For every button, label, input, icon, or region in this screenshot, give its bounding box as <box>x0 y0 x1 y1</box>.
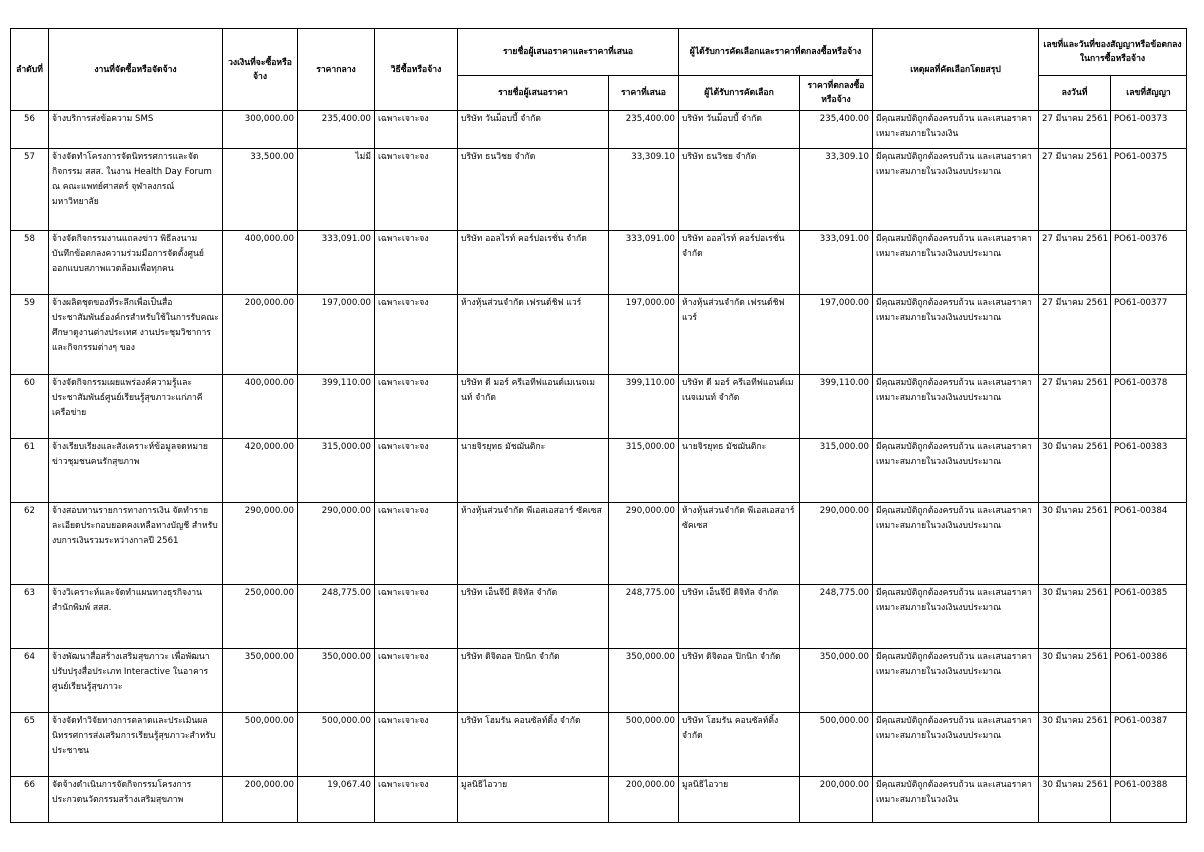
cell-agreed: 399,110.00 <box>800 375 873 439</box>
cell-winner: บริษัท ธนวิชย จำกัด <box>679 149 800 231</box>
col-header-budget: วงเงินที่จะซื้อหรือจ้าง <box>223 29 298 111</box>
col-group-contract: เลขที่และวันที่ของสัญญาหรือข้อตกลงในการซื้อหรือจ้าง <box>1039 29 1187 76</box>
procurement-table <box>10 28 1187 823</box>
cell-contract: PO61-00383 <box>1111 439 1187 503</box>
cell-median: 235,400.00 <box>298 111 375 149</box>
cell-item: จ้างจัดกิจกรรมงานแถลงข่าว พิธีลงนามบันทึกข้อตกลงความร่วมมือการจัดตั้งศูนย์ออกแบบสภาพแวดล้อมเพื่อทุกคน <box>49 231 223 295</box>
cell-bidder: นายจิรยุทธ มัชฌันติกะ <box>458 439 609 503</box>
cell-median: ไม่มี <box>298 149 375 231</box>
col-header-bidder-name: รายชื่อผู้เสนอราคา <box>458 76 609 111</box>
cell-bidder: บริษัท วันม็อบบี้ จำกัด <box>458 111 609 149</box>
cell-item: จ้างบริการส่งข้อความ SMS <box>49 111 223 149</box>
cell-contract: PO61-00375 <box>1111 149 1187 231</box>
cell-bidder: บริษัท ดิจิตอล ปิกนิก จำกัด <box>458 649 609 713</box>
header-row-top <box>11 29 1187 76</box>
cell-bid: 315,000.00 <box>609 439 679 503</box>
cell-date: 27 มีนาคม 2561 <box>1039 111 1111 149</box>
col-header-reason: เหตุผลที่คัดเลือกโดยสรุป <box>873 29 1039 111</box>
procurement-report <box>10 28 1186 823</box>
cell-reason: มีคุณสมบัติถูกต้องครบถ้วน และเสนอราคาเหมาะสมภายในวงเงินงบประมาณ <box>873 649 1039 713</box>
cell-median: 248,775.00 <box>298 585 375 649</box>
cell-agreed: 500,000.00 <box>800 713 873 777</box>
cell-no: 59 <box>11 295 49 375</box>
cell-bid: 248,775.00 <box>609 585 679 649</box>
cell-contract: PO61-00385 <box>1111 585 1187 649</box>
cell-item: จ้างจัดทำโครงการจัดนิทรรศการและจัดกิจกรรม สสส. ในงาน Health Day Forum ณ คณะแพทย์ศาสตร์ จุฬาลงกรณ์มหาวิทยาลัย <box>49 149 223 231</box>
cell-bid: 235,400.00 <box>609 111 679 149</box>
cell-budget: 250,000.00 <box>223 585 298 649</box>
table-row <box>11 111 1187 149</box>
cell-item: จ้างจัดทำวิจัยทางการตลาดและประเมินผลนิทรรศการส่งเสริมการเรียนรู้สุขภาวะสำหรับประชาชน <box>49 713 223 777</box>
cell-winner: บริษัท ดี มอร์ ครีเอทีฟแอนด์เมเนจเมนท์ จำกัด <box>679 375 800 439</box>
cell-agreed: 290,000.00 <box>800 503 873 585</box>
cell-median: 333,091.00 <box>298 231 375 295</box>
cell-no: 56 <box>11 111 49 149</box>
cell-date: 30 มีนาคม 2561 <box>1039 585 1111 649</box>
cell-budget: 400,000.00 <box>223 231 298 295</box>
col-header-median: ราคากลาง <box>298 29 375 111</box>
cell-reason: มีคุณสมบัติถูกต้องครบถ้วน และเสนอราคาเหมาะสมภายในวงเงินงบประมาณ <box>873 375 1039 439</box>
table-row <box>11 649 1187 713</box>
table-row <box>11 231 1187 295</box>
cell-reason: มีคุณสมบัติถูกต้องครบถ้วน และเสนอราคาเหมาะสมภายในวงเงินงบประมาณ <box>873 713 1039 777</box>
cell-bidder: บริษัท โฮมรัน คอนซัลท์ติ้ง จำกัด <box>458 713 609 777</box>
cell-winner: นายจิรยุทธ มัชฌันติกะ <box>679 439 800 503</box>
col-header-bid-price: ราคาที่เสนอ <box>609 76 679 111</box>
cell-date: 30 มีนาคม 2561 <box>1039 777 1111 823</box>
cell-budget: 200,000.00 <box>223 295 298 375</box>
table-row <box>11 375 1187 439</box>
cell-median: 19,067.40 <box>298 777 375 823</box>
cell-bidder: ห้างหุ้นส่วนจำกัด พีเอสเอสอาร์ ซัคเซส <box>458 503 609 585</box>
table-row <box>11 503 1187 585</box>
cell-bid: 200,000.00 <box>609 777 679 823</box>
cell-agreed: 248,775.00 <box>800 585 873 649</box>
col-header-date: ลงวันที่ <box>1039 76 1111 111</box>
cell-method: เฉพาะเจาะจง <box>375 111 458 149</box>
cell-bidder: บริษัท เอ็นจีบี ดิจิทัล จำกัด <box>458 585 609 649</box>
cell-budget: 350,000.00 <box>223 649 298 713</box>
cell-budget: 290,000.00 <box>223 503 298 585</box>
cell-method: เฉพาะเจาะจง <box>375 375 458 439</box>
cell-contract: PO61-00386 <box>1111 649 1187 713</box>
col-group-bidders: รายชื่อผู้เสนอราคาและราคาที่เสนอ <box>458 29 679 76</box>
cell-method: เฉพาะเจาะจง <box>375 149 458 231</box>
cell-contract: PO61-00388 <box>1111 777 1187 823</box>
cell-median: 350,000.00 <box>298 649 375 713</box>
cell-date: 27 มีนาคม 2561 <box>1039 375 1111 439</box>
cell-no: 63 <box>11 585 49 649</box>
cell-bidder: มูลนิธิไอวาย <box>458 777 609 823</box>
cell-no: 60 <box>11 375 49 439</box>
cell-no: 58 <box>11 231 49 295</box>
cell-method: เฉพาะเจาะจง <box>375 439 458 503</box>
cell-winner: บริษัท โฮมรัน คอนซัลท์ติ้ง จำกัด <box>679 713 800 777</box>
cell-winner: บริษัท เอ็นจีบี ดิจิทัล จำกัด <box>679 585 800 649</box>
cell-agreed: 350,000.00 <box>800 649 873 713</box>
cell-item: จ้างวิเคราะห์และจัดทำแผนทางธุรกิจงานสำนักพิมพ์ สสส. <box>49 585 223 649</box>
cell-budget: 400,000.00 <box>223 375 298 439</box>
cell-method: เฉพาะเจาะจง <box>375 231 458 295</box>
cell-contract: PO61-00378 <box>1111 375 1187 439</box>
cell-date: 30 มีนาคม 2561 <box>1039 503 1111 585</box>
cell-item: จัดจ้างดำเนินการจัดกิจกรรมโครงการประกวดนวัตกรรมสร้างเสริมสุขภาพ <box>49 777 223 823</box>
table-row <box>11 295 1187 375</box>
cell-reason: มีคุณสมบัติถูกต้องครบถ้วน และเสนอราคาเหมาะสมภายในวงเงินงบประมาณ <box>873 231 1039 295</box>
table-row <box>11 713 1187 777</box>
cell-item: จ้างพัฒนาสื่อสร้างเสริมสุขภาวะ เพื่อพัฒนา ปรับปรุงสื่อประเภท Interactive ในอาคารศูนย์เรียนรู้สุขภาวะ <box>49 649 223 713</box>
cell-reason: มีคุณสมบัติถูกต้องครบถ้วน และเสนอราคาเหมาะสมภายในวงเงินงบประมาณ <box>873 503 1039 585</box>
cell-no: 62 <box>11 503 49 585</box>
cell-median: 197,000.00 <box>298 295 375 375</box>
cell-agreed: 197,000.00 <box>800 295 873 375</box>
cell-reason: มีคุณสมบัติถูกต้องครบถ้วน และเสนอราคาเหมาะสมภายในวงเงินงบประมาณ <box>873 295 1039 375</box>
cell-method: เฉพาะเจาะจง <box>375 585 458 649</box>
cell-item: จ้างเรียบเรียงและสังเคราะห์ข้อมูลจดหมายข่าวชุมชนคนรักสุขภาพ <box>49 439 223 503</box>
col-header-method: วิธีซื้อหรือจ้าง <box>375 29 458 111</box>
cell-bid: 399,110.00 <box>609 375 679 439</box>
cell-no: 65 <box>11 713 49 777</box>
table-row <box>11 439 1187 503</box>
cell-bid: 350,000.00 <box>609 649 679 713</box>
cell-contract: PO61-00376 <box>1111 231 1187 295</box>
table-body <box>11 111 1187 823</box>
cell-agreed: 200,000.00 <box>800 777 873 823</box>
cell-reason: มีคุณสมบัติถูกต้องครบถ้วน และเสนอราคาเหมาะสมภายในวงเงินงบประมาณ <box>873 439 1039 503</box>
cell-median: 315,000.00 <box>298 439 375 503</box>
cell-budget: 33,500.00 <box>223 149 298 231</box>
cell-budget: 200,000.00 <box>223 777 298 823</box>
cell-contract: PO61-00387 <box>1111 713 1187 777</box>
col-header-no: ลำดับที่ <box>11 29 49 111</box>
cell-agreed: 33,309.10 <box>800 149 873 231</box>
cell-method: เฉพาะเจาะจง <box>375 295 458 375</box>
cell-winner: ห้างหุ้นส่วนจำกัด พีเอสเอสอาร์ ซัคเซส <box>679 503 800 585</box>
cell-bidder: บริษัท ธนวิชย จำกัด <box>458 149 609 231</box>
cell-bid: 500,000.00 <box>609 713 679 777</box>
cell-agreed: 315,000.00 <box>800 439 873 503</box>
cell-bid: 197,000.00 <box>609 295 679 375</box>
cell-date: 27 มีนาคม 2561 <box>1039 231 1111 295</box>
cell-median: 500,000.00 <box>298 713 375 777</box>
cell-bidder: บริษัท ออลไรท์ คอร์ปอเรชั่น จำกัด <box>458 231 609 295</box>
cell-reason: มีคุณสมบัติถูกต้องครบถ้วน และเสนอราคาเหมาะสมภายในวงเงิน <box>873 111 1039 149</box>
cell-contract: PO61-00373 <box>1111 111 1187 149</box>
cell-budget: 500,000.00 <box>223 713 298 777</box>
cell-bidder: บริษัท ดี มอร์ ครีเอทีฟแอนด์เมเนจเมนท์ จำกัด <box>458 375 609 439</box>
cell-winner: บริษัท ออลไรท์ คอร์ปอเรชั่น จำกัด <box>679 231 800 295</box>
cell-bid: 290,000.00 <box>609 503 679 585</box>
col-header-item: งานที่จัดซื้อหรือจัดจ้าง <box>49 29 223 111</box>
cell-agreed: 333,091.00 <box>800 231 873 295</box>
cell-method: เฉพาะเจาะจง <box>375 713 458 777</box>
cell-bid: 33,309.10 <box>609 149 679 231</box>
cell-item: จ้างผลิตชุดของที่ระลึกเพื่อเป็นสื่อประชาสัมพันธ์องค์กรสำหรับใช้ในการรับคณะศึกษาดูงานต่างประเทศ งานประชุมวิชาการ และกิจกรรมต่างๆ ของ <box>49 295 223 375</box>
col-group-selected: ผู้ได้รับการคัดเลือกและราคาที่ตกลงซื้อหรือจ้าง <box>679 29 873 76</box>
cell-reason: มีคุณสมบัติถูกต้องครบถ้วน และเสนอราคาเหมาะสมภายในวงเงิน <box>873 777 1039 823</box>
cell-budget: 300,000.00 <box>223 111 298 149</box>
table-row <box>11 149 1187 231</box>
cell-date: 30 มีนาคม 2561 <box>1039 713 1111 777</box>
col-header-contract-no: เลขที่สัญญา <box>1111 76 1187 111</box>
cell-date: 30 มีนาคม 2561 <box>1039 649 1111 713</box>
cell-date: 27 มีนาคม 2561 <box>1039 149 1111 231</box>
cell-median: 399,110.00 <box>298 375 375 439</box>
cell-reason: มีคุณสมบัติถูกต้องครบถ้วน และเสนอราคาเหมาะสมภายในวงเงินงบประมาณ <box>873 149 1039 231</box>
cell-no: 61 <box>11 439 49 503</box>
cell-bid: 333,091.00 <box>609 231 679 295</box>
table-row <box>11 777 1187 823</box>
table-row <box>11 585 1187 649</box>
cell-method: เฉพาะเจาะจง <box>375 503 458 585</box>
cell-winner: มูลนิธิไอวาย <box>679 777 800 823</box>
cell-no: 57 <box>11 149 49 231</box>
cell-reason: มีคุณสมบัติถูกต้องครบถ้วน และเสนอราคาเหมาะสมภายในวงเงินงบประมาณ <box>873 585 1039 649</box>
cell-median: 290,000.00 <box>298 503 375 585</box>
cell-method: เฉพาะเจาะจง <box>375 777 458 823</box>
cell-winner: ห้างหุ้นส่วนจำกัด เฟรนด์ชิฟ แวร์ <box>679 295 800 375</box>
cell-date: 27 มีนาคม 2561 <box>1039 295 1111 375</box>
cell-date: 30 มีนาคม 2561 <box>1039 439 1111 503</box>
cell-budget: 420,000.00 <box>223 439 298 503</box>
cell-winner: บริษัท ดิจิตอล ปิกนิก จำกัด <box>679 649 800 713</box>
cell-no: 66 <box>11 777 49 823</box>
cell-contract: PO61-00384 <box>1111 503 1187 585</box>
cell-winner: บริษัท วันม็อบบี้ จำกัด <box>679 111 800 149</box>
cell-method: เฉพาะเจาะจง <box>375 649 458 713</box>
cell-item: จ้างสอบทานรายการทางการเงิน จัดทำรายละเอียดประกอบยอดคงเหลือทางบัญชี สำหรับงบการเงินรวมระหว่างกาลปี 2561 <box>49 503 223 585</box>
cell-item: จ้างจัดกิจกรรมเผยแพร่องค์ความรู้และประชาสัมพันธ์ศูนย์เรียนรู้สุขภาวะแก่ภาคีเครือข่าย <box>49 375 223 439</box>
col-header-selected-name: ผู้ได้รับการคัดเลือก <box>679 76 800 111</box>
cell-contract: PO61-00377 <box>1111 295 1187 375</box>
col-header-agreed-price: ราคาที่ตกลงซื้อหรือจ้าง <box>800 76 873 111</box>
cell-bidder: ห้างหุ้นส่วนจำกัด เฟรนด์ชิฟ แวร์ <box>458 295 609 375</box>
cell-no: 64 <box>11 649 49 713</box>
cell-agreed: 235,400.00 <box>800 111 873 149</box>
